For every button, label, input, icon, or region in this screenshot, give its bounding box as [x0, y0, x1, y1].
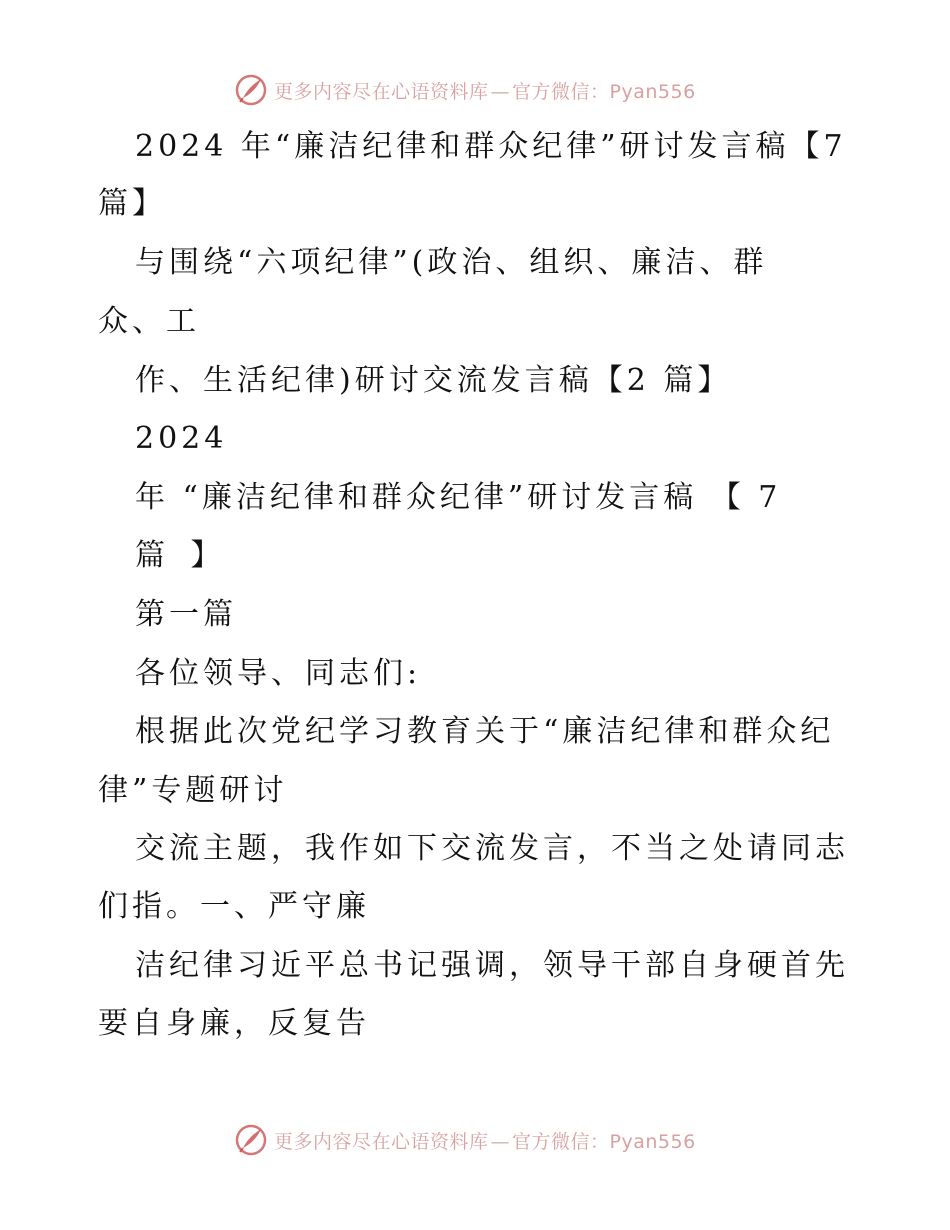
- watermark-separator: —: [490, 80, 511, 103]
- paragraph-2-line-2: 们指。一、严守廉: [98, 889, 370, 924]
- salutation: 各位领导、同志们:: [135, 656, 422, 691]
- title-line-2: 篇】: [98, 186, 166, 221]
- heading-title-end: 篇 】: [135, 538, 229, 573]
- watermark-text: [274, 1127, 696, 1154]
- subtitle-line-2: 众、工: [98, 304, 200, 339]
- paragraph-2-line-1: 交流主题，我作如下交流发言，不当之处请同志: [135, 831, 849, 866]
- heading-title: 年 “廉洁纪律和群众纪律”研讨发言稿 【 7: [135, 480, 782, 515]
- paragraph-1-line-2: 律”专题研讨: [98, 773, 288, 808]
- watermark-contact: 官方微信：Pyan556: [512, 1130, 696, 1153]
- quill-logo-icon: [234, 1123, 268, 1157]
- watermark-header: [234, 73, 696, 107]
- watermark-site: 更多内容尽在心语资料库: [274, 1130, 489, 1153]
- heading-year: 2024: [135, 421, 228, 456]
- title-line-1: 2024 年“廉洁纪律和群众纪律”研讨发言稿【7: [135, 129, 847, 164]
- section-heading: 第一篇: [135, 597, 237, 632]
- paragraph-3-line-2: 要自身廉，反复告: [98, 1006, 370, 1041]
- subtitle-line-1: 与围绕“六项纪律”(政治、组织、廉洁、群: [135, 245, 768, 280]
- watermark-site: 更多内容尽在心语资料库: [274, 80, 489, 103]
- watermark-contact: 官方微信：Pyan556: [512, 80, 696, 103]
- paragraph-3-line-1: 洁纪律习近平总书记强调，领导干部自身硬首先: [135, 948, 849, 983]
- watermark-footer: [234, 1123, 696, 1157]
- watermark-text: [274, 77, 696, 104]
- quill-logo-icon: [234, 73, 268, 107]
- watermark-separator: —: [490, 1130, 511, 1153]
- paragraph-1-line-1: 根据此次党纪学习教育关于“廉洁纪律和群众纪: [135, 714, 835, 749]
- subtitle-line-3: 作、生活纪律)研讨交流发言稿【2 篇】: [135, 363, 732, 398]
